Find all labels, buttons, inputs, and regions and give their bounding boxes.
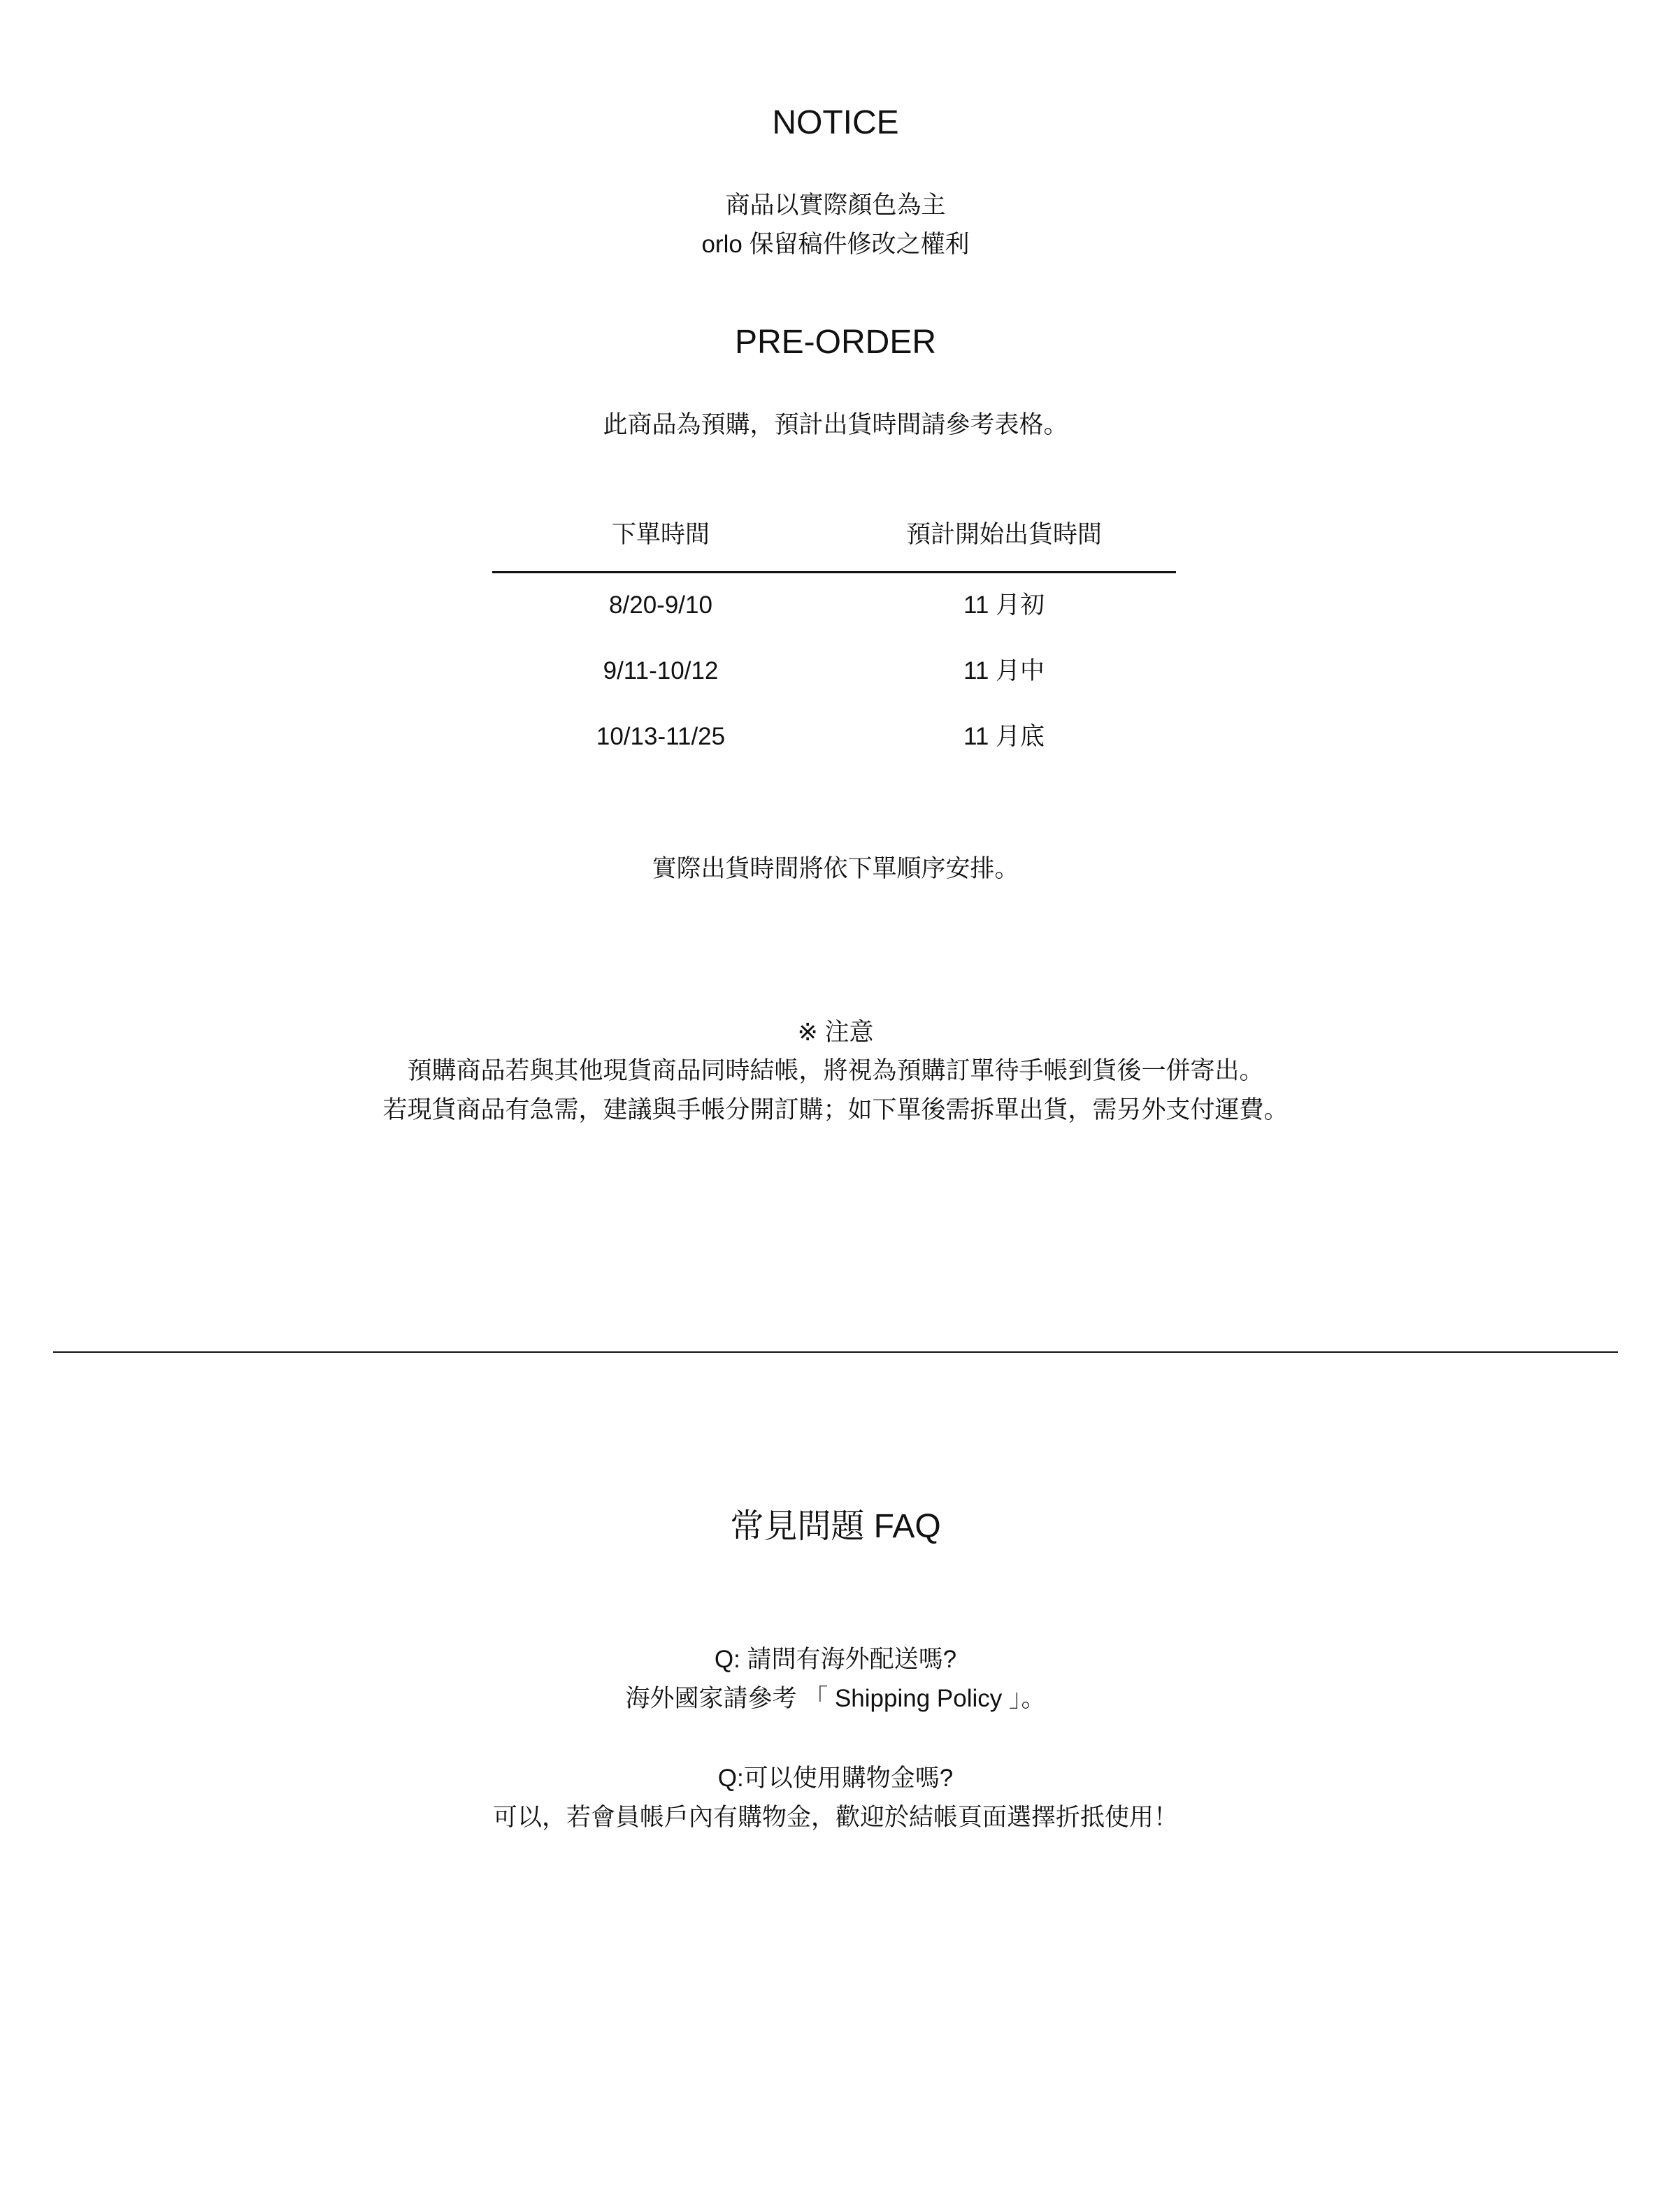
table-header-order-period: 下單時間 (611, 521, 710, 548)
notice-title: NOTICE (772, 104, 899, 141)
section-divider (53, 1351, 1618, 1353)
caution-line: 預購商品若與其他現貨商品同時結帳，將視為預購訂單待手帳到貨後一併寄出。 (407, 1057, 1264, 1084)
faq-title: 常見問題 FAQ (730, 1508, 941, 1545)
table-header-ship-time: 預計開始出貨時間 (905, 521, 1102, 548)
table-cell: 10/13-11/25 (596, 723, 726, 750)
preorder-intro: 此商品為預購，預計出貨時間請參考表格。 (603, 411, 1068, 438)
notice-line: orlo 保留稿件修改之權利 (701, 231, 970, 258)
table-header-divider (492, 571, 1176, 573)
faq-question: Q: 請問有海外配送嗎? (714, 1646, 957, 1673)
notice-line: 商品以實際顏色為主 (725, 192, 946, 219)
shipping-order-note: 實際出貨時間將依下單順序安排。 (652, 855, 1019, 882)
table-cell: 8/20-9/10 (609, 591, 712, 619)
faq-answer: 可以，若會員帳戶內有購物金，歡迎於結帳頁面選擇折抵使用！ (492, 1804, 1178, 1831)
table-cell: 11 月中 (963, 657, 1045, 684)
caution-title: ※ 注意 (797, 1019, 874, 1046)
preorder-title: PRE-ORDER (734, 324, 937, 361)
faq-question: Q:可以使用購物金嗎? (717, 1765, 954, 1792)
faq-answer: 海外國家請參考 「 Shipping Policy 」。 (625, 1685, 1046, 1712)
table-cell: 11 月底 (963, 723, 1045, 750)
table-cell: 11 月初 (963, 591, 1045, 619)
caution-line: 若現貨商品有急需，建議與手帳分開訂購；如下單後需拆單出貨，需另外支付運費。 (382, 1096, 1289, 1123)
table-cell: 9/11-10/12 (603, 657, 719, 684)
